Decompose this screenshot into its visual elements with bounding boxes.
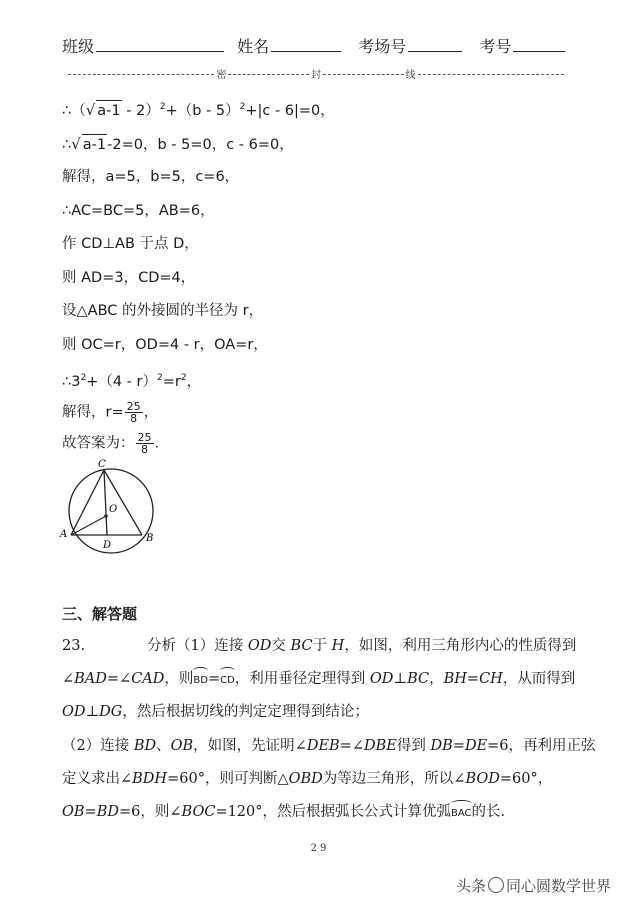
q23-line-4: [62, 736, 596, 756]
solution-line-3: 解得，a=5，b=5，c=6，: [62, 169, 240, 185]
segment-bc: [104, 470, 142, 535]
room-blank: [408, 37, 462, 52]
math-var: BC: [290, 638, 313, 654]
arc-bac: BAC: [451, 802, 472, 824]
denominator: 8: [130, 412, 138, 425]
text: =60°，: [499, 771, 553, 787]
text: 解得，r=: [62, 404, 124, 421]
seal-dash: [68, 74, 214, 75]
exponent: 2: [180, 373, 187, 383]
math-var: H: [331, 638, 345, 654]
text: （2）连接: [62, 738, 134, 754]
seal-line: [68, 66, 564, 81]
label-b: B: [146, 533, 154, 544]
text: 得到: [396, 738, 431, 754]
math-var: DBE: [364, 738, 397, 754]
text: =: [207, 671, 221, 687]
question-number: 23.: [62, 638, 86, 654]
segment-cd: [104, 470, 107, 535]
solution-line-7: 设△ABC 的外接圆的半径为 r，: [62, 303, 264, 319]
page-number: 29: [310, 843, 330, 854]
numerator: 25: [126, 400, 141, 413]
text: +（4 - r）: [86, 374, 157, 390]
math-var: OD: [247, 638, 272, 654]
label-d: D: [103, 540, 112, 551]
text: .: [154, 435, 160, 452]
text: - 2）: [121, 103, 160, 119]
seal-xian: 线: [405, 70, 416, 81]
solution-line-5: 作 CD⊥AB 于点 D，: [62, 236, 199, 252]
solution-line-2: [62, 134, 294, 155]
text: =6，则∠: [118, 804, 182, 820]
text: ，如图，利用三角形内心的性质得到: [344, 638, 577, 654]
name-label: 姓名: [237, 37, 270, 56]
circle-triangle-figure: [52, 457, 162, 557]
seal-dash: [418, 74, 564, 75]
math-expr: ∠BAD: [62, 671, 107, 687]
seal-feng: 封: [311, 70, 321, 81]
math-var: DB: [430, 738, 453, 754]
text: =6，再利用正弦: [487, 738, 596, 754]
text: 故答案为：: [62, 435, 135, 452]
text: =120°，然后根据弧长公式计算优弧: [215, 804, 452, 820]
text: =r: [162, 374, 181, 390]
room-label: 考场号: [358, 37, 407, 56]
watermark: [456, 875, 611, 896]
label-o: O: [109, 504, 118, 515]
exponent: 2: [80, 373, 87, 383]
id-label: 考号: [479, 37, 512, 56]
text: =: [84, 804, 97, 820]
text: 交: [271, 638, 291, 654]
math-var: BH: [443, 671, 467, 687]
seal-dash: [228, 74, 309, 75]
arc-bd: BD: [193, 669, 208, 691]
radicand: a-1: [82, 134, 107, 155]
q23-line-6: [62, 802, 505, 824]
watermark-name: 同心圆数学世界: [506, 877, 612, 895]
q23-line-5: [62, 769, 552, 789]
exponent: 2: [239, 102, 246, 112]
text: 定义求出∠: [62, 771, 133, 787]
math-var: BOD: [465, 771, 500, 787]
text: ∴（: [62, 103, 86, 119]
name-blank: [271, 37, 341, 52]
sqrt-sign: √: [71, 135, 81, 153]
seal-dash: [323, 74, 404, 75]
math-var: BOC: [181, 804, 216, 820]
text: ，然后根据切线的判定定理得到结论；: [122, 704, 369, 720]
sqrt-sign: √: [85, 101, 96, 119]
solution-line-8: 则 OC=r，OD=4 - r，OA=r，: [62, 337, 268, 353]
id-blank: [513, 37, 565, 52]
text: =: [106, 671, 120, 687]
math-expr: ∠CAD: [119, 671, 165, 687]
arc-cd: CD: [220, 669, 235, 691]
segment-ac: [71, 470, 104, 535]
exponent: 2: [156, 373, 163, 383]
class-blank: [96, 37, 224, 52]
text: 分析（1）连接: [147, 638, 248, 654]
text: =60°，则可判断△: [167, 771, 289, 787]
text: =∠: [339, 738, 365, 754]
numerator: 25: [137, 431, 152, 444]
solution-line-1: [62, 97, 335, 121]
text: ∴: [62, 137, 72, 153]
text: ，从而得到: [502, 671, 576, 687]
watermark-prefix: 头条: [456, 877, 487, 895]
solution-line-11: [62, 432, 159, 455]
q23-line-2: [62, 669, 575, 691]
text: 为等边三角形，所以∠: [322, 771, 466, 787]
exponent: 2: [159, 102, 166, 112]
math-var: BD: [133, 738, 157, 754]
text: ，则: [164, 671, 194, 687]
text: -2=0，b - 5=0，c - 6=0，: [107, 137, 294, 153]
math-var: BDH: [132, 771, 168, 787]
solution-line-10: [62, 401, 158, 424]
math-var: OB: [62, 804, 85, 820]
math-var: DE: [464, 738, 488, 754]
label-c: C: [98, 459, 106, 470]
class-label: 班级: [62, 37, 95, 56]
math-var: OB: [170, 738, 194, 754]
text: ，如图，先证明∠: [193, 738, 307, 754]
text: +|c - 6|=0，: [245, 103, 335, 119]
at-icon: [488, 877, 504, 893]
fraction: [136, 432, 154, 455]
seal-mi: 密: [216, 70, 227, 81]
math-var: DEB: [306, 738, 340, 754]
text: 于: [312, 638, 332, 654]
text: =: [452, 738, 465, 754]
solution-line-4: ∴AC=BC=5，AB=6，: [62, 203, 215, 219]
text: =: [466, 671, 480, 687]
q23-line-1: [62, 636, 576, 656]
text: 的长.: [471, 804, 506, 820]
text: ∴3: [62, 374, 81, 390]
point-o: [104, 514, 108, 518]
exam-header: [62, 34, 569, 57]
text: ，: [429, 671, 444, 687]
text: 、: [156, 738, 171, 754]
math-var: CH: [479, 671, 503, 687]
solution-line-6: 则 AD=3，CD=4，: [62, 270, 196, 286]
radicand: a-1: [96, 100, 121, 121]
text: ，: [186, 374, 202, 390]
label-a: A: [60, 529, 68, 540]
text: ，: [143, 404, 159, 421]
math-var: OBD: [288, 771, 323, 787]
fraction: [125, 401, 143, 424]
text: +（b - 5）: [165, 103, 240, 119]
math-expr: OD⊥BC: [369, 671, 430, 687]
q23-line-3: [62, 702, 369, 722]
denominator: 8: [141, 443, 148, 456]
text: ，利用垂径定理得到: [234, 671, 370, 687]
solution-line-9: [62, 368, 201, 392]
math-expr: OD⊥DG: [62, 704, 123, 720]
math-var: BD: [96, 804, 119, 820]
section-title: 三、解答题: [62, 605, 138, 623]
